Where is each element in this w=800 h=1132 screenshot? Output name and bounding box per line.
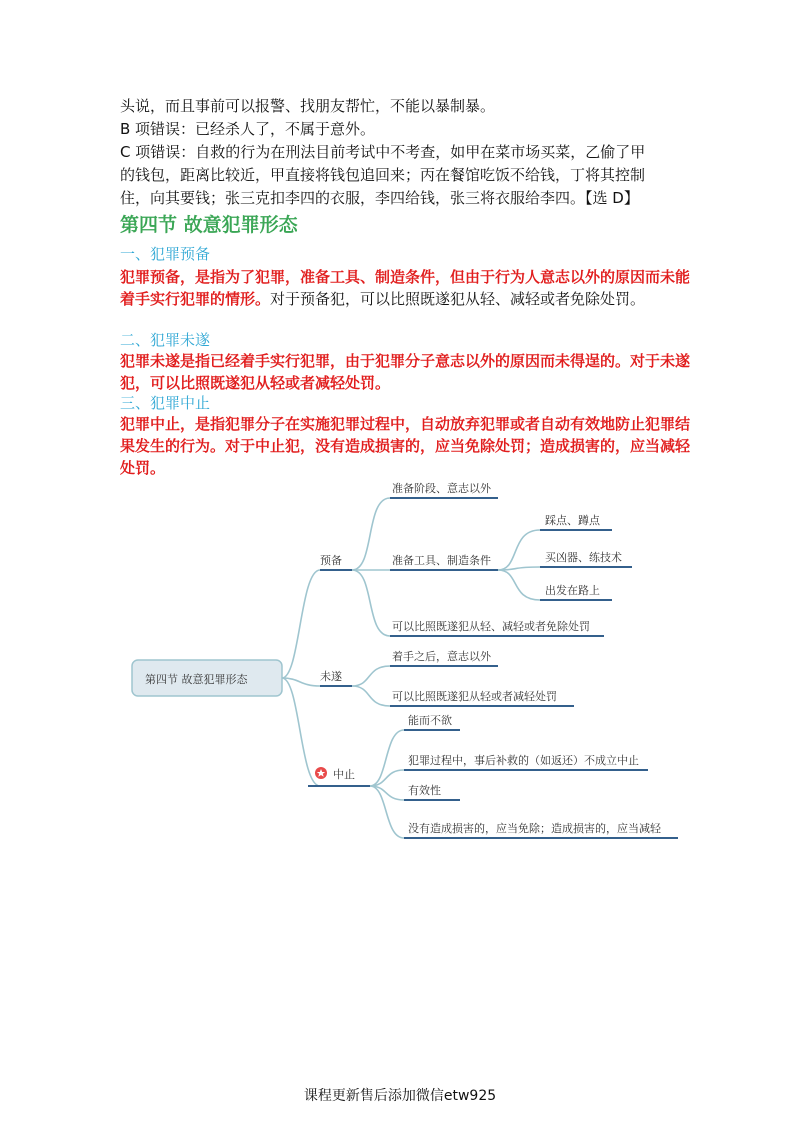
subsection-2-title: 二、犯罪未遂 (120, 331, 211, 349)
subsection-3-title: 三、犯罪中止 (120, 394, 211, 412)
intro-line-1: 头说，而且事前可以报警、找朋友帮忙，不能以暴制暴。 (120, 97, 496, 115)
prep-leaf-weapons: 买凶器、练技术 (545, 551, 622, 564)
footer-note: 课程更新售后添加微信etw925 (303, 1088, 497, 1104)
subsection-1-penalty: 对于预备犯，可以比照既遂犯从轻、减轻或者免除处罚。 (270, 290, 646, 308)
intro-line-3: C 项错误：自救的行为在刑法目前考试中不考查，如甲在菜市场买菜，乙偷了甲 (120, 143, 646, 161)
subsection-3-body: 犯罪中止，是指犯罪分子在实施犯罪过程中，自动放弃犯罪或者自动有效地防止犯罪结果发生的行为。对于中止犯，没有造成损害的，应当免除处罚；造成损害的，应当减轻处罚。 (120, 415, 691, 477)
mind-map-underlines (308, 498, 678, 838)
abandon-node-penalty: 没有造成损害的，应当免除；造成损害的，应当减轻 (408, 822, 661, 835)
prep-node-stage: 准备阶段、意志以外 (392, 482, 491, 495)
attempt-node-after-start: 着手之后，意志以外 (392, 650, 491, 663)
section-title: 第四节 故意犯罪形态 (120, 214, 298, 236)
attempt-node-penalty: 可以比照既遂犯从轻或者减轻处罚 (392, 690, 557, 703)
branch-attempt: 未遂 (320, 670, 342, 683)
subsection-1-title: 一、犯罪预备 (120, 245, 211, 263)
prep-leaf-scout: 踩点、蹲点 (545, 514, 600, 527)
intro-line-5: 住，向其要钱；张三克扣李四的衣服，李四给钱，张三将衣服给李四。【选 D】 (120, 189, 639, 207)
branch-abandonment: 中止 (333, 768, 355, 781)
prep-leaf-on-the-way: 出发在路上 (545, 584, 600, 597)
star-icon (315, 767, 327, 779)
abandon-node-remedy: 犯罪过程中，事后补救的（如返还）不成立中止 (408, 754, 639, 767)
subsection-1-definition: 犯罪预备，是指为了犯罪，准备工具、制造条件，但由于行为人意志以外的原因而未能着手实行犯罪的情形。 (120, 268, 691, 308)
subsection-2-body: 犯罪未遂是指已经着手实行犯罪，由于犯罪分子意志以外的原因而未得逞的。对于未遂犯，可以比照既遂犯从轻或者减轻处罚。 (120, 352, 691, 392)
intro-line-4: 的钱包，距离比较近，甲直接将钱包追回来；丙在餐馆吃饭不给钱，丁将其控制 (120, 166, 646, 184)
mind-map-root: 第四节 故意犯罪形态 (145, 673, 248, 686)
prep-node-tools: 准备工具、制造条件 (392, 554, 491, 567)
prep-node-penalty: 可以比照既遂犯从轻、减轻或者免除处罚 (392, 620, 590, 633)
intro-line-2: B 项错误：已经杀人了，不属于意外。 (120, 120, 376, 138)
branch-preparation: 预备 (320, 554, 342, 567)
abandon-node-voluntary: 能而不欲 (408, 714, 452, 727)
abandon-node-effective: 有效性 (408, 784, 441, 797)
